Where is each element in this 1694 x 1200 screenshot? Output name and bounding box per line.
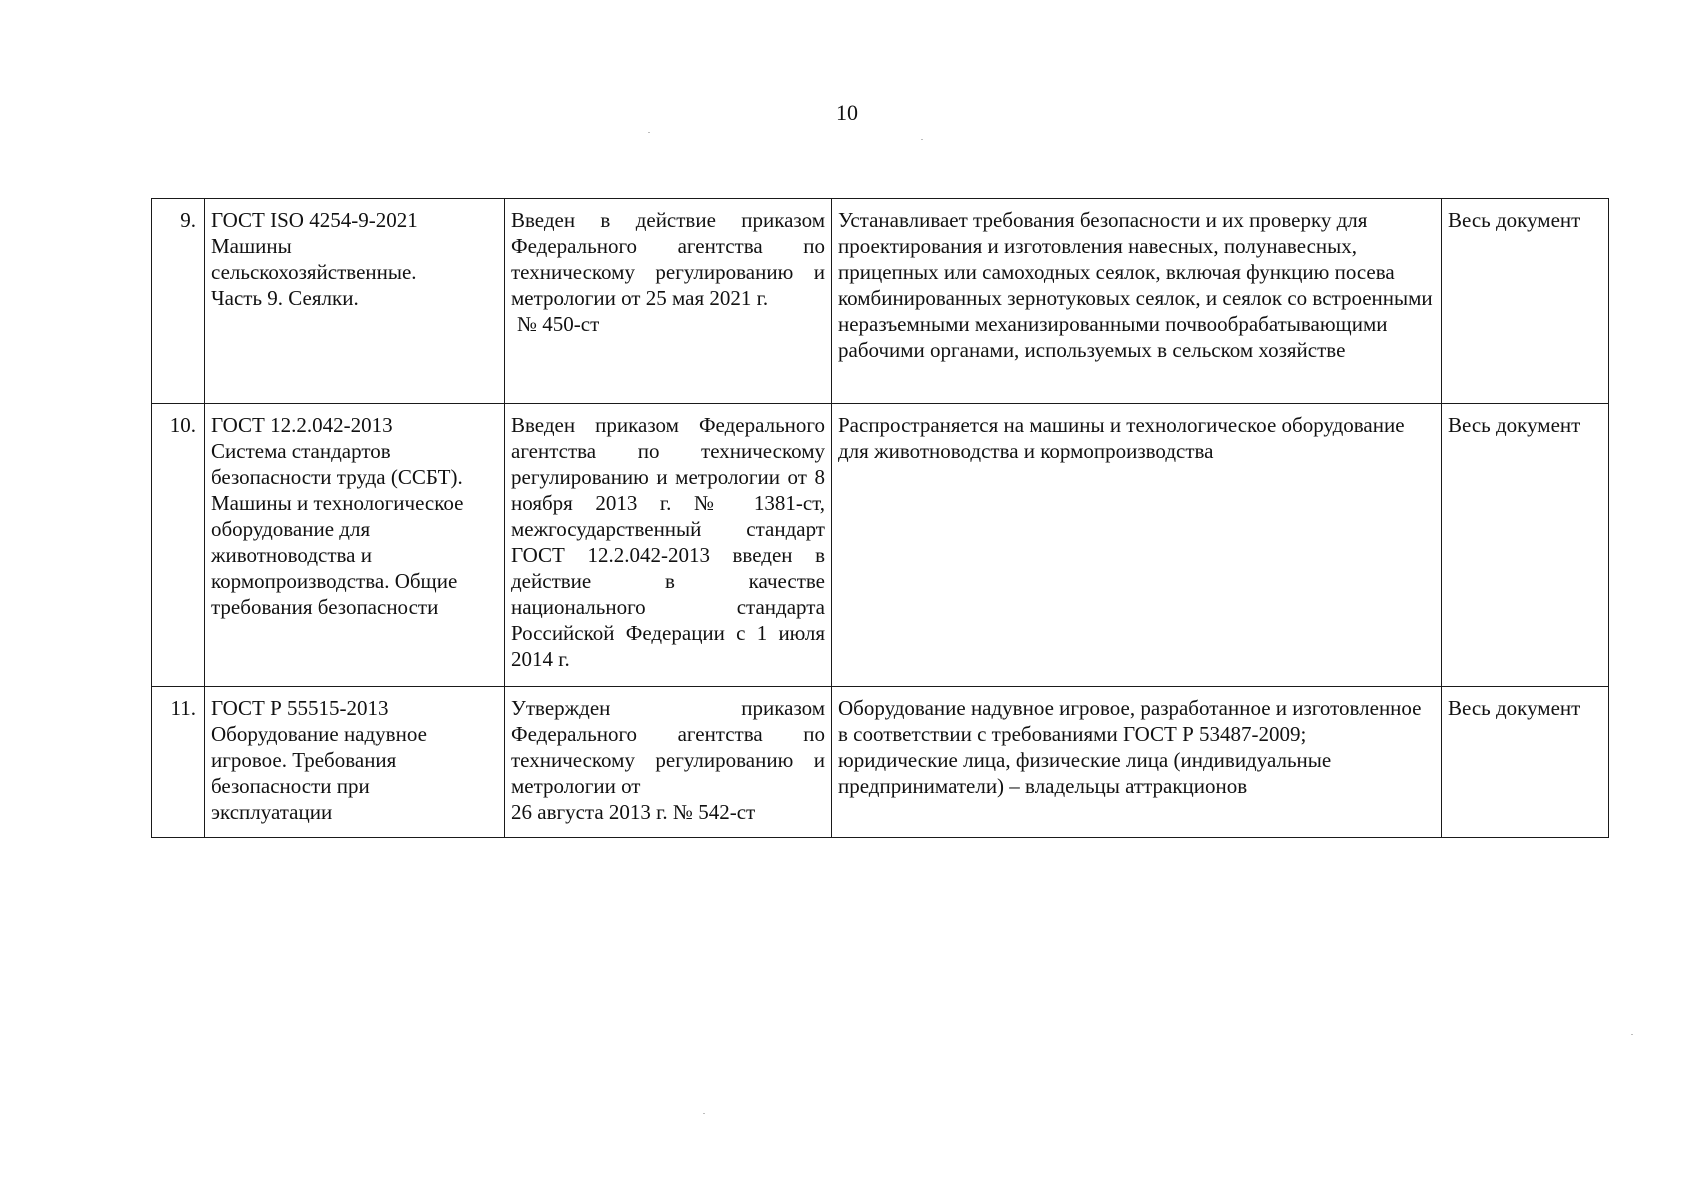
standard-name-cell [205,199,505,404]
standard-name-line: сельскохозяйственные. [211,260,417,284]
page-number: 10 [836,100,858,125]
standard-name-line: ГОСТ Р 55515-2013 [211,696,389,720]
adoption-status-cell [505,687,832,838]
adoption-status-text: Введен в действие приказом Федерального агентства по техническому регулированию и метрологии от 25 мая 2021 г. [511,208,825,310]
standards-table [151,198,1609,838]
scope-cell [832,687,1442,838]
row-number: 10. [152,404,205,687]
scope-cell [832,199,1442,404]
standard-name-line: безопасности труда (ССБТ). [211,465,463,489]
adoption-status-text: Утвержден приказом Федерального агентства по техническому регулированию и метрологии от [511,696,825,798]
standard-name-line: эксплуатации [211,800,333,824]
standard-name-line: ГОСТ ISO 4254-9-2021 [211,208,418,232]
scan-speck [921,139,923,140]
scope-text: Распространяется на машины и технологическое оборудование для животноводства и кормопроизводства [838,413,1405,463]
standard-name-line: Оборудование надувное [211,722,427,746]
applicable-part-cell: Весь документ [1442,404,1609,687]
scope-cell [832,404,1442,687]
standard-name-line: ГОСТ 12.2.042-2013 [211,413,393,437]
standard-name-line: Система стандартов [211,439,391,463]
scope-text: юридические лица, физические лица (индивидуальные предприниматели) – владельцы аттракционов [838,748,1332,798]
adoption-status-text: Введен приказом Федерального агентства по техническому регулированию и метрологии от 8 ноября 2013 г. № 1381-ст, межгосударственный стандарт ГОСТ 12.2.042-2013 введен в действие в качестве национального стандарта Российской Федерации с 1 июля 2014 г. [511,413,825,671]
standard-name-cell [205,687,505,838]
table-row [152,199,1609,404]
adoption-status-text: № 450-ст [517,312,600,336]
scope-text: Устанавливает требования безопасности и их проверку для проектирования и изготовления навесных, полунавесных, прицепных или самоходных сеялок, включая функцию посева комбинированных зернотуковых сеялок, и сеялок со встроенными неразъемными механизированными почвообрабатывающими рабочими органами, используемых в сельском хозяйстве [838,208,1433,362]
standard-name-line: животноводства и [211,543,372,567]
scope-text: Оборудование надувное игровое, разработанное и изготовленное в соответствии с требованиями ГОСТ Р 53487-2009; [838,696,1422,746]
standard-name-line: оборудование для [211,517,371,541]
scan-speck [648,132,650,133]
applicable-part-cell: Весь документ [1442,199,1609,404]
row-number: 11. [152,687,205,838]
standard-name-line: Часть 9. Сеялки. [211,286,359,310]
adoption-status-cell [505,404,832,687]
standard-name-line: требования безопасности [211,595,439,619]
standard-name-line: безопасности при [211,774,370,798]
standard-name-line: Машины [211,234,292,258]
standard-name-cell [205,404,505,687]
scan-speck [703,1113,705,1114]
standard-name-line: игровое. Требования [211,748,397,772]
table-row [152,687,1609,838]
standard-name-line: Машины и технологическое [211,491,464,515]
applicable-part-cell: Весь документ [1442,687,1609,838]
adoption-status-cell [505,199,832,404]
adoption-status-text: 26 августа 2013 г. № 542-ст [511,800,756,824]
scan-speck [1631,1034,1633,1035]
table-row [152,404,1609,687]
standard-name-line: кормопроизводства. Общие [211,569,458,593]
row-number: 9. [152,199,205,404]
